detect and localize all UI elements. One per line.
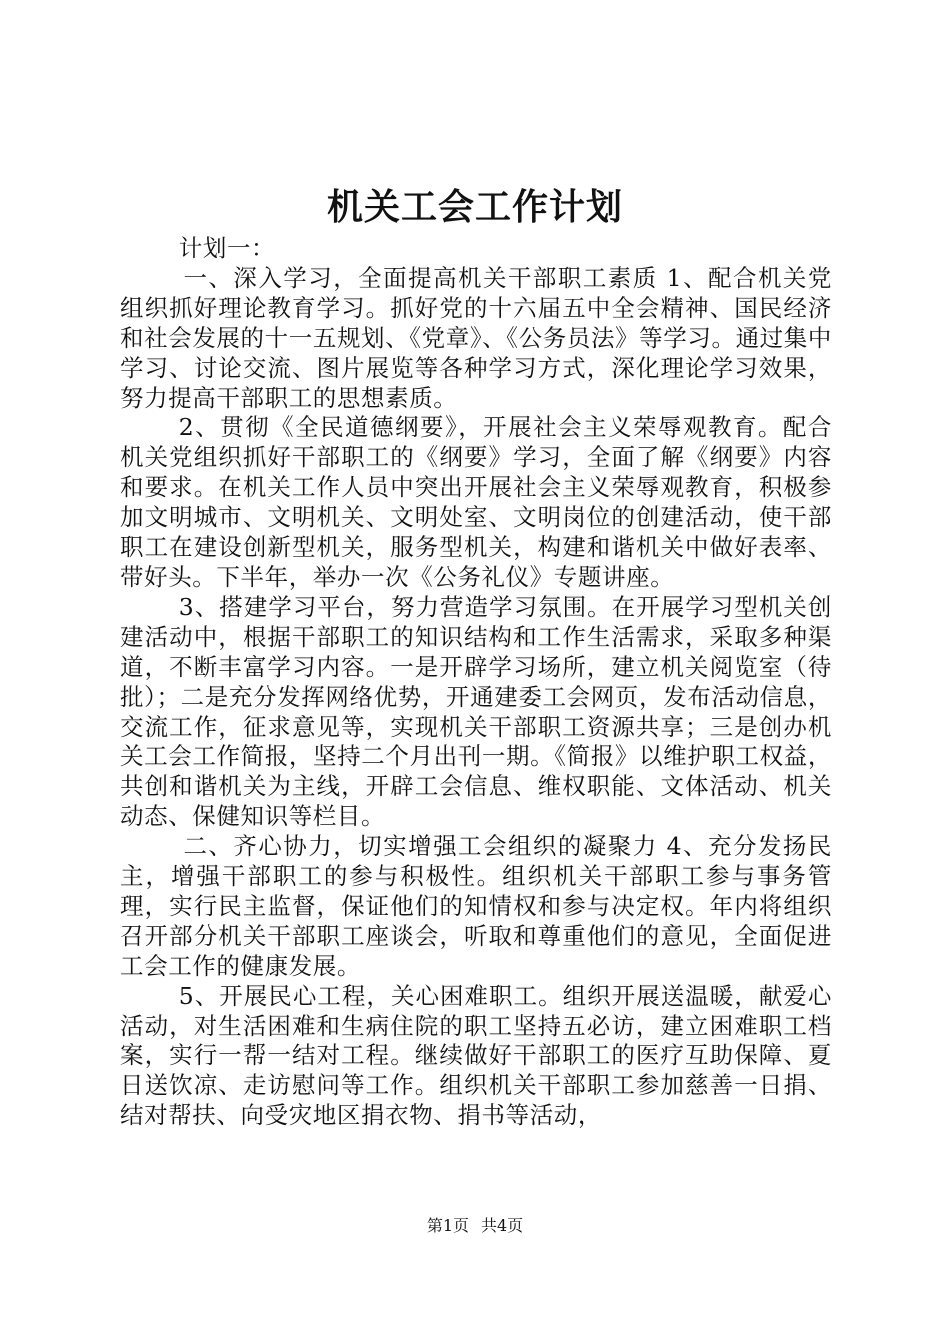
- paragraph-item-3: 3、搭建学习平台，努力营造学习氛围。在开展学习型机关创建活动中，根据干部职工的知识结构和工作生活需求，采取多种渠道，不断丰富学习内容。一是开辟学习场所，建立机关阅览室（待批）；二是充分发挥网络优势，开通建委工会网页，发布活动信息，交流工作，征求意见等，实现机关干部职工资源共享；三是创办机关工会工作简报，坚持二个月出刊一期。《简报》以维护职工权益，共创和谐机关为主线，开辟工会信息、维权职能、文体活动、机关动态、保健知识等栏目。: [120, 592, 832, 831]
- paragraph-plan-label: 计划一：: [178, 234, 276, 262]
- paragraph-item-2: 2、贯彻《全民道德纲要》，开展社会主义荣辱观教育。配合机关党组织抓好干部职工的《纲要》学习，全面了解《纲要》内容和要求。在机关工作人员中突出开展社会主义荣辱观教育，积极参加文明城市、文明机关、文明处室、文明岗位的创建活动，使干部职工在建设创新型机关，服务型机关，构建和谐机关中做好表率、带好头。下半年，举办一次《公务礼仪》专题讲座。: [120, 413, 832, 591]
- page-footer: [0, 1214, 950, 1238]
- page-number: 第1页: [426, 1216, 469, 1235]
- document-title: 机关工会工作计划: [326, 186, 623, 228]
- document-body: [120, 234, 832, 1131]
- paragraph-item-5: 5、开展民心工程，关心困难职工。组织开展送温暖，献爱心活动，对生活困难和生病住院的职工坚持五必访，建立困难职工档案，实行一帮一结对工程。继续做好干部职工的医疗互助保障、夏日送饮凉、走访慰问等工作。组织机关干部职工参加慈善一日捐、结对帮扶、向受灾地区捐衣物、捐书等活动，: [120, 981, 832, 1130]
- page-total: 共4页: [481, 1216, 524, 1235]
- paragraph-section-two: 二、齐心协力，切实增强工会组织的凝聚力 4、充分发扬民主，增强干部职工的参与积极性。组织机关干部职工参与事务管理，实行民主监督，保证他们的知情权和参与决定权。年内将组织召开部分机关干部职工座谈会，听取和尊重他们的意见，全面促进工会工作的健康发展。: [120, 832, 832, 980]
- paragraph-section-one: 一、深入学习，全面提高机关干部职工素质 1、配合机关党组织抓好理论教育学习。抓好党的十六届五中全会精神、国民经济和社会发展的十一五规划、《党章》、《公务员法》等学习。通过集中学习、讨论交流、图片展览等各种学习方式，深化理论学习效果，努力提高干部职工的思想素质。: [120, 263, 832, 412]
